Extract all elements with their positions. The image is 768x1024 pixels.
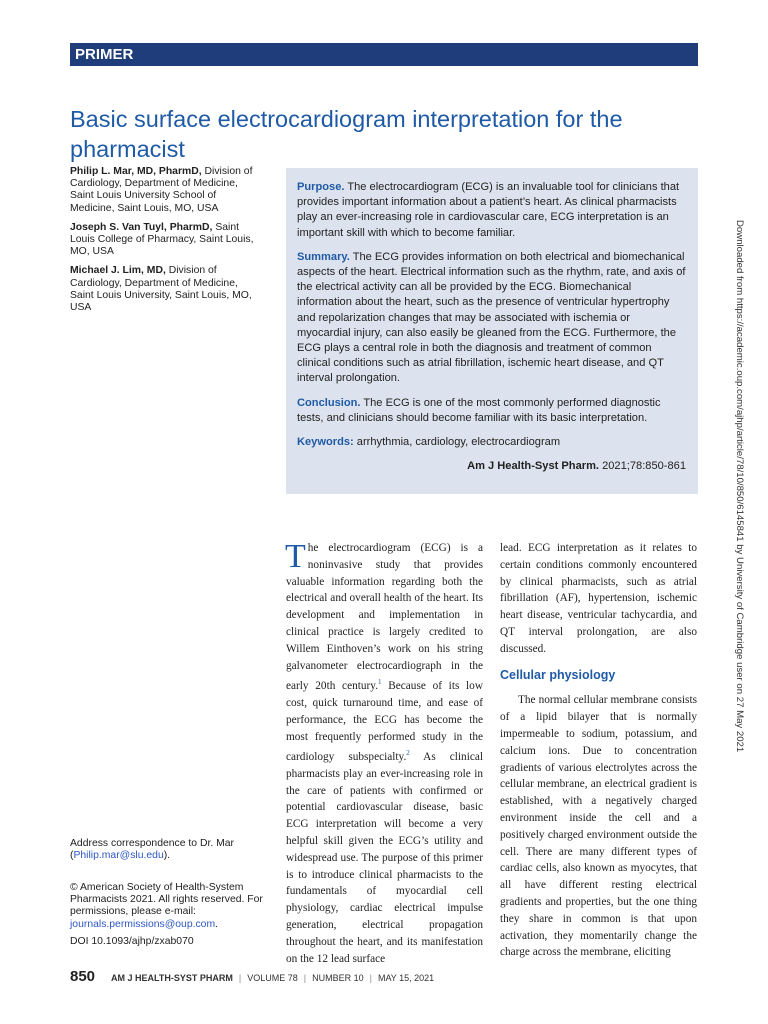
- abstract-summary: [297, 250, 686, 387]
- page-number: 850: [70, 968, 96, 985]
- abstract-conclusion: [297, 396, 686, 426]
- copyright-notice: [70, 882, 275, 931]
- author-affiliation: Division of Cardiology, Department of Medicine, Saint Louis University, Saint Louis, MO, USA: [70, 265, 252, 314]
- citation: [297, 459, 686, 474]
- author-affiliation: Division of Cardiology, Department of Medicine, Saint Louis University School of Medicine, Saint Louis, MO, USA: [70, 166, 253, 214]
- footer-date: MAY 15, 2021: [377, 973, 435, 983]
- keywords-text: arrhythmia, cardiology, electrocardiogram: [353, 436, 561, 449]
- permissions-email-link[interactable]: journals.permissions@oup.com: [70, 918, 216, 930]
- footer-separator: |: [303, 973, 307, 983]
- author-name: Philip L. Mar, MD, PharmD,: [70, 166, 202, 177]
- section-heading: Cellular physiology: [500, 667, 616, 682]
- intro-text-a: he electrocardiogram (ECG) is a noninvasive study that provides valuable information regarding both the electrical and overall health of the heart. Its development and implementation in clinical practice is largely credited to Willem Einthoven’s work on his string galvanometer electrocardiograph in the early 20th century.: [286, 542, 483, 693]
- copyright-text: © American Society of Health-System Pharmacists 2021. All rights reserved. For permissions, please e-mail:: [70, 882, 263, 918]
- article-title: Basic surface electrocardiogram interpretation for the pharmacist: [70, 105, 623, 162]
- intro-text-c: As clinical pharmacists play an ever-increasing role in the care of patients with confirmed or potential cardiovascular disease, basic ECG interpretation will become a very helpful skill given the ECG’s utility and widespread use. The purpose of this primer is to introduce clinical pharmacists to the fundamentals of myocardial cell physiology, cardiac electrical impulse generation, electrical propagation throughout the heart, and its manifestation on the 12 lead surface: [286, 751, 484, 965]
- citation-ref: 2021;78:850-861: [599, 460, 686, 473]
- conclusion-text: The ECG is one of the most commonly performed diagnostic tests, and clinicians should become familiar with its basic interpretation.: [297, 396, 661, 424]
- body-column-1: [286, 540, 483, 967]
- abstract-keywords: [297, 435, 686, 450]
- author-2: [70, 222, 255, 259]
- purpose-text: The electrocardiogram (ECG) is an invaluable tool for clinicians that provides important information about a patient’s heart. As clinical pharmacists play an ever-increasing role in cardiovascular care, ECG interpretation is an important skill with which to become familiar.: [297, 181, 680, 239]
- section-banner: PRIMER: [70, 43, 698, 66]
- intro-paragraph: [286, 540, 483, 967]
- footer-journal: AM J HEALTH-SYST PHARM: [111, 973, 233, 983]
- author-name: Michael J. Lim, MD,: [70, 265, 166, 277]
- copyright-end: .: [215, 918, 218, 930]
- summary-label: Summary.: [297, 250, 350, 263]
- drop-cap: T: [285, 538, 306, 575]
- intro-text-b: Because of its low cost, quick turnaround time, and ease of performance, the ECG has become the most frequently performed study in the cardiology subspecialty.: [286, 680, 483, 764]
- footer-separator: |: [369, 973, 372, 983]
- footer-volume: VOLUME 78: [247, 973, 298, 983]
- abstract-box: [286, 168, 698, 494]
- footer-number: NUMBER 10: [312, 973, 364, 983]
- author-list: [70, 166, 255, 321]
- author-affiliation: Saint Louis College of Pharmacy, Saint Louis, MO, USA: [70, 221, 254, 258]
- cellular-physiology-paragraph: The normal cellular membrane consists of a lipid bilayer that is normally impermeable to sodium, potassium, and calcium ions. Due to concentration gradients of various electrolytes across the cellular membrane, an electrical gradient is established, with a negatively charged environment inside the cell and a positively charged environment outside the cell. There are many different types of cardiac cells, also known as myocytes, that all have different resting electrical gradients and properties, but the one thing they share in common is that upon activation, they momentarily change the charge across the membrane, eliciting: [500, 694, 697, 959]
- author-name: Joseph S. Van Tuyl, PharmD,: [70, 221, 213, 233]
- download-notice: Downloaded from https://academic.oup.com/ajhp/article/78/10/850/6145841 by University of Cambridge user on 27 May 2021: [734, 220, 745, 753]
- author-3: [70, 265, 255, 314]
- email-link[interactable]: Philip.mar@slu.edu: [73, 850, 164, 862]
- reference-2[interactable]: 2: [406, 749, 410, 758]
- reference-1[interactable]: 1: [378, 678, 382, 687]
- purpose-label: Purpose.: [297, 181, 345, 193]
- footer-separator: |: [238, 973, 242, 983]
- doi: DOI 10.1093/ajhp/zxab070: [70, 936, 194, 947]
- page-footer: [70, 968, 434, 985]
- conclusion-label: Conclusion.: [297, 396, 361, 409]
- author-1: [70, 166, 255, 215]
- continued-paragraph: lead. ECG interpretation as it relates to certain conditions commonly encountered by clinical pharmacists, such as atrial fibrillation (AF), hypertension, ischemic heart disease, ventricular tachycardia, and QT interval prolongation, are also discussed.: [500, 542, 697, 655]
- citation-journal: Am J Health-Syst Pharm.: [467, 460, 600, 473]
- abstract-purpose: [297, 180, 686, 241]
- keywords-label: Keywords:: [297, 436, 354, 449]
- summary-text: The ECG provides information on both electrical and biomechanical aspects of the heart. Electrical information such as the rhythm, rate, and axis of the electrical activity can all be provided by the ECG. Biomechanical information about the heart, such as the presence of ventricular hypertrophy and repolarization changes that may be associated with ischemia or myocardial injury, can also easily be gleaned from the ECG. Furthermore, the ECG plays a central role in both the diagnosis and treatment of common clinical conditions such as atrial fibrillation, ischemic heart disease, and QT interval prolongation.: [297, 250, 686, 385]
- correspondence-address: [70, 838, 270, 862]
- address-end: ).: [163, 850, 171, 862]
- address-text: Address correspondence to Dr. Mar (: [70, 838, 235, 862]
- body-column-2: [500, 540, 697, 961]
